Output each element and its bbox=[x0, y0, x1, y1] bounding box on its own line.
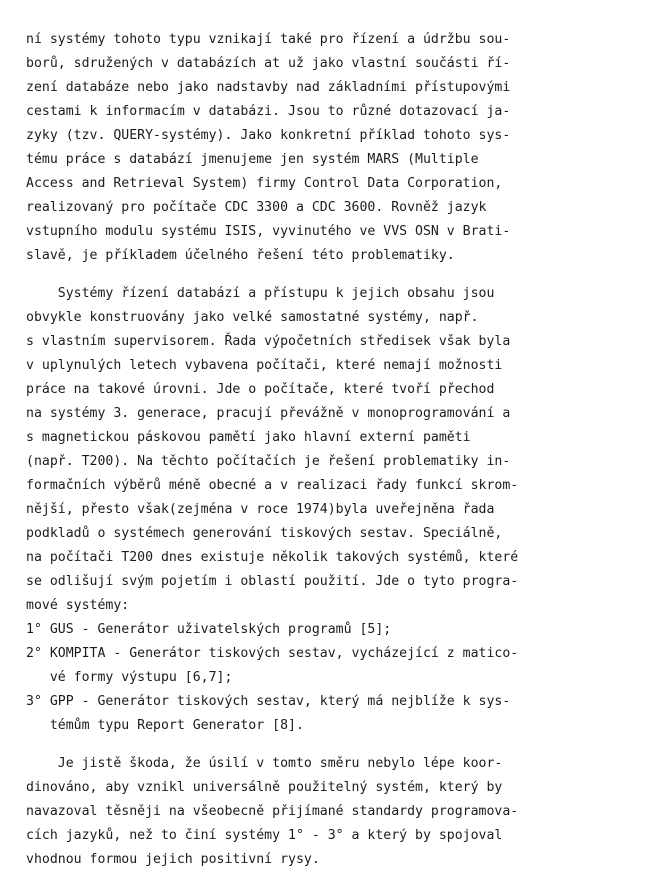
text-line: vhodnou formou jejich positivní rysy. bbox=[26, 852, 320, 867]
text-line: nější, přesto však(zejména v roce 1974)byla uveřejněna řada bbox=[26, 502, 495, 517]
text-line: Access and Retrieval System) firmy Control Data Corporation, bbox=[26, 176, 503, 191]
text-line: se odlišují svým pojetím i oblastí použití. Jde o tyto progra- bbox=[26, 574, 519, 589]
text-line: v uplynulých letech vybavena počítači, které nemají možnosti bbox=[26, 358, 503, 373]
text-line: Systémy řízení databází a přístupu k jejich obsahu jsou bbox=[26, 286, 495, 301]
text-line: obvykle konstruovány jako velké samostatné systémy, např. bbox=[26, 310, 479, 325]
list-item: 3° GPP - Generátor tiskových sestav, který má nejblíže k sys- bbox=[26, 694, 511, 709]
text-line: na počítači T200 dnes existuje několik takových systémů, které bbox=[26, 550, 519, 565]
list-item-continuation: témům typu Report Generator [8]. bbox=[26, 718, 304, 733]
text-line: Je jistě škoda, že úsilí v tomto směru nebylo lépe koor- bbox=[26, 756, 503, 771]
text-line: formačních výběrů méně obecné a v realizaci řady funkcí skrom- bbox=[26, 478, 519, 493]
text-line: s magnetickou páskovou pamětí jako hlavní externí paměti bbox=[26, 430, 471, 445]
text-line: práce na takové úrovni. Jde o počítače, které tvoří přechod bbox=[26, 382, 495, 397]
text-line: zyky (tzv. QUERY-systémy). Jako konkretní příklad tohoto sys- bbox=[26, 128, 511, 143]
text-line: dinováno, aby vznikl universálně použitelný systém, který by bbox=[26, 780, 503, 795]
text-line: ní systémy tohoto typu vznikají také pro řízení a údržbu sou- bbox=[26, 32, 511, 47]
text-line: podkladů o systémech generování tiskových sestav. Speciálně, bbox=[26, 526, 503, 541]
list-item: 2° KOMPITA - Generátor tiskových sestav, vycházející z matico- bbox=[26, 646, 519, 661]
list-item: 1° GUS - Generátor uživatelských programů [5]; bbox=[26, 622, 392, 637]
text-line: cestami k informacím v databázi. Jsou to různé dotazovací ja- bbox=[26, 104, 511, 119]
text-line: vstupního modulu systému ISIS, vyvinutého ve VVS OSN v Brati- bbox=[26, 224, 511, 239]
text-line: realizovaný pro počítače CDC 3300 a CDC 3600. Rovněž jazyk bbox=[26, 200, 487, 215]
list-item-continuation: vé formy výstupu [6,7]; bbox=[26, 670, 233, 685]
text-line: zení databáze nebo jako nadstavby nad základními přístupovými bbox=[26, 80, 511, 95]
text-line: na systémy 3. generace, pracují převážně v monoprogramování a bbox=[26, 406, 511, 421]
text-line: navazoval těsněji na všeobecně přijímané standardy programova- bbox=[26, 804, 519, 819]
text-line: cích jazyků, než to činí systémy 1° - 3° a který by spojoval bbox=[26, 828, 503, 843]
text-line: s vlastním supervisorem. Řada výpočetních středisek však byla bbox=[26, 334, 511, 349]
text-line: mové systémy: bbox=[26, 598, 130, 613]
text-line: slavě, je příkladem účelného řešení této problematiky. bbox=[26, 248, 455, 263]
text-line: tému práce s databází jmenujeme jen systém MARS (Multiple bbox=[26, 152, 479, 167]
text-line: borů, sdružených v databázích at už jako vlastní součásti ří- bbox=[26, 56, 511, 71]
text-line: (např. T200). Na těchto počítačích je řešení problematiky in- bbox=[26, 454, 511, 469]
